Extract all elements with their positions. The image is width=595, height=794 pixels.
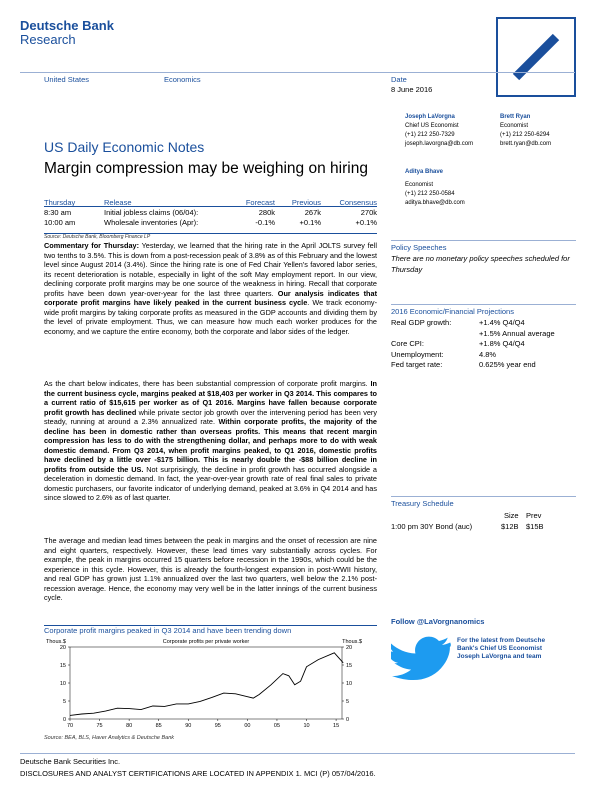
calendar-source: Source: Deutsche Bank, Bloomberg Finance LP (44, 234, 151, 240)
y-tick-label-right: 0 (346, 717, 350, 723)
contact-name: Joseph LaVorgna (405, 114, 455, 120)
text-run-bold: Our analysis indicates that corporate profit margins have likely peaked in the current business cycle (44, 288, 377, 307)
calendar-cell: Wholesale inventories (Apr): (104, 218, 199, 227)
table-row (391, 522, 576, 533)
contact-email[interactable]: brett.ryan@db.com (500, 141, 552, 147)
table-row (391, 511, 576, 522)
y-tick-label-right: 5 (346, 699, 350, 705)
y-tick-label-left: 20 (59, 645, 66, 651)
y-tick-label-left: 15 (59, 663, 66, 669)
calendar-cell: 267k (304, 208, 321, 217)
projection-label: Fed target rate: (391, 360, 443, 369)
calendar-cell: Initial jobless claims (06/04): (104, 208, 199, 217)
calendar-cell: -0.1% (255, 218, 275, 227)
release-calendar (44, 198, 377, 228)
table-row (391, 339, 576, 350)
treasury-cell: $12B (501, 521, 519, 531)
series-label: Corporate profits per private worker (162, 639, 250, 645)
contact-role: Chief US Economist (405, 123, 459, 129)
topic-label: Economics (164, 75, 201, 84)
brand-name: Deutsche Bank (20, 18, 114, 33)
y-tick-label-right: 10 (346, 681, 353, 687)
calendar-cell: 270k (360, 208, 377, 217)
projection-label: Unemployment: (391, 349, 444, 359)
contact-name: Aditya Bhave (405, 169, 444, 175)
treasury-table (391, 511, 576, 532)
contact-ryan (500, 113, 580, 149)
text-run: . We track economy-wide profit margins by taking corporate profits as measured in the GDP accounts and dividing them by the level of private employment. Thus, we can measure how much each worker produces for the economy, and we capture the entire economy, both the corporate and labor sides of the ledger. (44, 298, 378, 336)
treasury-title: Treasury Schedule (391, 499, 454, 508)
footer-disclosure: DISCLOSURES AND ANALYST CERTIFICATIONS ARE LOCATED IN APPENDIX 1. MCI (P) 057/04/2016. (20, 769, 376, 778)
contact-bhave (405, 168, 495, 208)
follow-twitter-link[interactable]: Follow @LaVorgnanomics (391, 617, 485, 626)
sidebar-rule (391, 304, 576, 305)
x-tick-label: 85 (155, 723, 162, 729)
x-tick-label: 10 (303, 723, 310, 729)
projection-value: 0.625% year end (479, 360, 536, 369)
x-tick-label: 05 (273, 723, 281, 729)
chart-svg (44, 637, 364, 733)
x-tick-label: 70 (66, 723, 74, 729)
projection-value: +1.4% Q4/Q4 (479, 318, 525, 327)
treasury-cell: $15B (526, 521, 544, 531)
text-run: while private sector job growth over the intervening period has been very steady, running at around a 2.3% annualized rate. (44, 407, 377, 426)
table-row (391, 350, 576, 361)
x-tick-label: 75 (96, 723, 103, 729)
text-run-bold: Within corporate profits, the majority of the decline has been in domestic rather than overseas profits. This means that recent margin compression has less to do with the strengthening dollar, and perhaps more to do with weak domestic demand. From Q3 2014, when profit margins peaked, to Q1 2016, domestic profits have declined by a little over -$175 billion. This is nearly double the -$88 billion decline in profits from outside the US. (44, 417, 377, 474)
x-tick-label: 90 (185, 723, 192, 729)
x-tick-label: 80 (126, 723, 133, 729)
date-value: 8 June 2016 (391, 85, 433, 94)
commentary-lead: Commentary for Thursday: (44, 241, 139, 250)
calendar-header: Release (104, 198, 132, 207)
chart-title: Corporate profit margins peaked in Q3 2014 and have been trending down (44, 626, 292, 635)
calendar-header: Consensus (339, 198, 377, 207)
projection-label: Real GDP growth: (391, 318, 452, 327)
contact-phone: (+1) 212 250-0584 (405, 191, 455, 197)
deutsche-bank-logo-icon (496, 17, 576, 97)
text-run: As the chart below indicates, there has been substantial compression of corporate profit margins. (44, 379, 371, 388)
projection-value: +1.8% Q4/Q4 (479, 339, 525, 348)
calendar-header: Forecast (245, 198, 275, 207)
brand-research: Research (20, 32, 76, 47)
y-tick-label-left: 5 (62, 699, 66, 705)
paragraph-commentary (44, 241, 377, 336)
calendar-cell: 8:30 am (44, 208, 72, 217)
profit-margin-series-line (70, 653, 343, 716)
text-run: Not surprisingly, the decline in profit growth has occurred alongside a deceleration in domestic demand. In fact, the year-over-year growth rate of real final sales to private domestic purchasers, our favorite indicator of underlying demand, peaked at 3.6% in Q4 2014 and has since slowed to 2.6% as of last quarter. (44, 464, 377, 502)
projection-label: Core CPI: (391, 339, 424, 348)
contact-email[interactable]: aditya.bhave@db.com (405, 200, 465, 206)
projection-value: +1.5% Annual average (479, 328, 555, 338)
contact-role: Economist (500, 123, 529, 129)
text-run-bold: In the current business cycle, margins peaked at $18,403 per worker in Q3 2014. This compares to a current ratio of $15,615 per worker as of Q1 2016. Margins have fallen because corporate profit growth has declined (44, 379, 377, 417)
projections-table (391, 318, 576, 371)
table-row (44, 218, 377, 228)
x-tick-label: 95 (214, 723, 221, 729)
treasury-header: Size (504, 511, 519, 520)
contact-phone: (+1) 212 250-6294 (500, 132, 550, 138)
calendar-header: Thursday (44, 198, 76, 207)
treasury-header: Prev (526, 511, 542, 520)
table-row (391, 318, 576, 329)
contact-name: Brett Ryan (500, 114, 531, 120)
table-row (391, 329, 576, 340)
footer-company: Deutsche Bank Securities Inc. (20, 757, 121, 766)
date-label: Date (391, 75, 407, 84)
x-tick-label: 00 (244, 723, 251, 729)
projection-value: 4.8% (479, 349, 497, 359)
sidebar-rule (391, 240, 576, 241)
calendar-cell: 10:00 am (44, 218, 76, 227)
y-tick-label-right: 20 (346, 645, 353, 651)
contact-lavorgna (405, 113, 495, 149)
profit-margin-chart (44, 637, 364, 738)
chart-source: Source: BEA, BLS, Haver Analytics & Deutsche Bank (44, 735, 175, 741)
header-rule (20, 72, 575, 73)
treasury-cell: 1:00 pm 30Y Bond (auc) (391, 521, 473, 531)
right-axis-unit: Thous.$ (342, 639, 362, 645)
table-row (391, 360, 576, 371)
sidebar-rule (391, 496, 576, 497)
policy-title: Policy Speeches (391, 243, 447, 252)
y-tick-label-right: 15 (346, 663, 353, 669)
calendar-cell: +0.1% (355, 218, 377, 227)
twitter-promo-text: For the latest from Deutsche Bank's Chief US Economist Joseph LaVorgna and team (457, 637, 546, 660)
paragraph-margins (44, 379, 377, 503)
plot-area-border (70, 647, 342, 719)
x-tick-label: 15 (333, 723, 340, 729)
paragraph-lead-times: The average and median lead times between the peak in margins and the onset of recession are nine and eight quarters, respectively. However, these lead times vary substantially across cycles. For example, the peak in margins occurred 15 quarters before recession in the 1990s, which could be the experience in this cycle. However, this is already the fourth-longest expansion in post-WWII history, and real GDP has grown just 1.1% annualized over the last two quarters, well below the 2.1% post-recession average. Hence, the economy may very well be in the latter innings of the current business cycle. (44, 536, 377, 602)
left-axis-unit: Thous.$ (46, 639, 66, 645)
report-series-title: US Daily Economic Notes (44, 139, 205, 155)
policy-text: There are no monetary policy speeches scheduled for Thursday (391, 254, 570, 274)
calendar-header: Previous (291, 198, 321, 207)
contact-role: Economist (405, 182, 434, 188)
text-run: Yesterday, we learned that the hiring rate in the April JOLTS survey fell two tenths to 3.5%. This is down from a post-recession peak of 3.8% as of this February and the lowest level since August 2014 (3.4%). Since the hiring rate is one of Fed Chair Yellen's favored labor series, its recent deterioration is notable, especially in light of the soft May employment report. In our view, declining corporate profit margins may be one source of the weakness in hiring. Recall that corporate profits have been down year-over-year for the last three quarters. (44, 241, 377, 298)
region-label: United States (44, 75, 90, 84)
calendar-rule (44, 206, 377, 207)
footer-rule (20, 753, 575, 754)
y-tick-label-left: 10 (59, 681, 66, 687)
y-tick-label-left: 0 (62, 717, 66, 723)
contact-phone: (+1) 212 250-7329 (405, 132, 455, 138)
table-row (44, 208, 377, 218)
twitter-bird-icon (391, 633, 453, 690)
headline: Margin compression may be weighing on hiring (44, 160, 368, 177)
projections-title: 2016 Economic/Financial Projections (391, 307, 514, 316)
calendar-cell: +0.1% (299, 218, 321, 227)
calendar-cell: 280k (258, 208, 275, 217)
contact-email[interactable]: joseph.lavorgna@db.com (405, 141, 474, 147)
